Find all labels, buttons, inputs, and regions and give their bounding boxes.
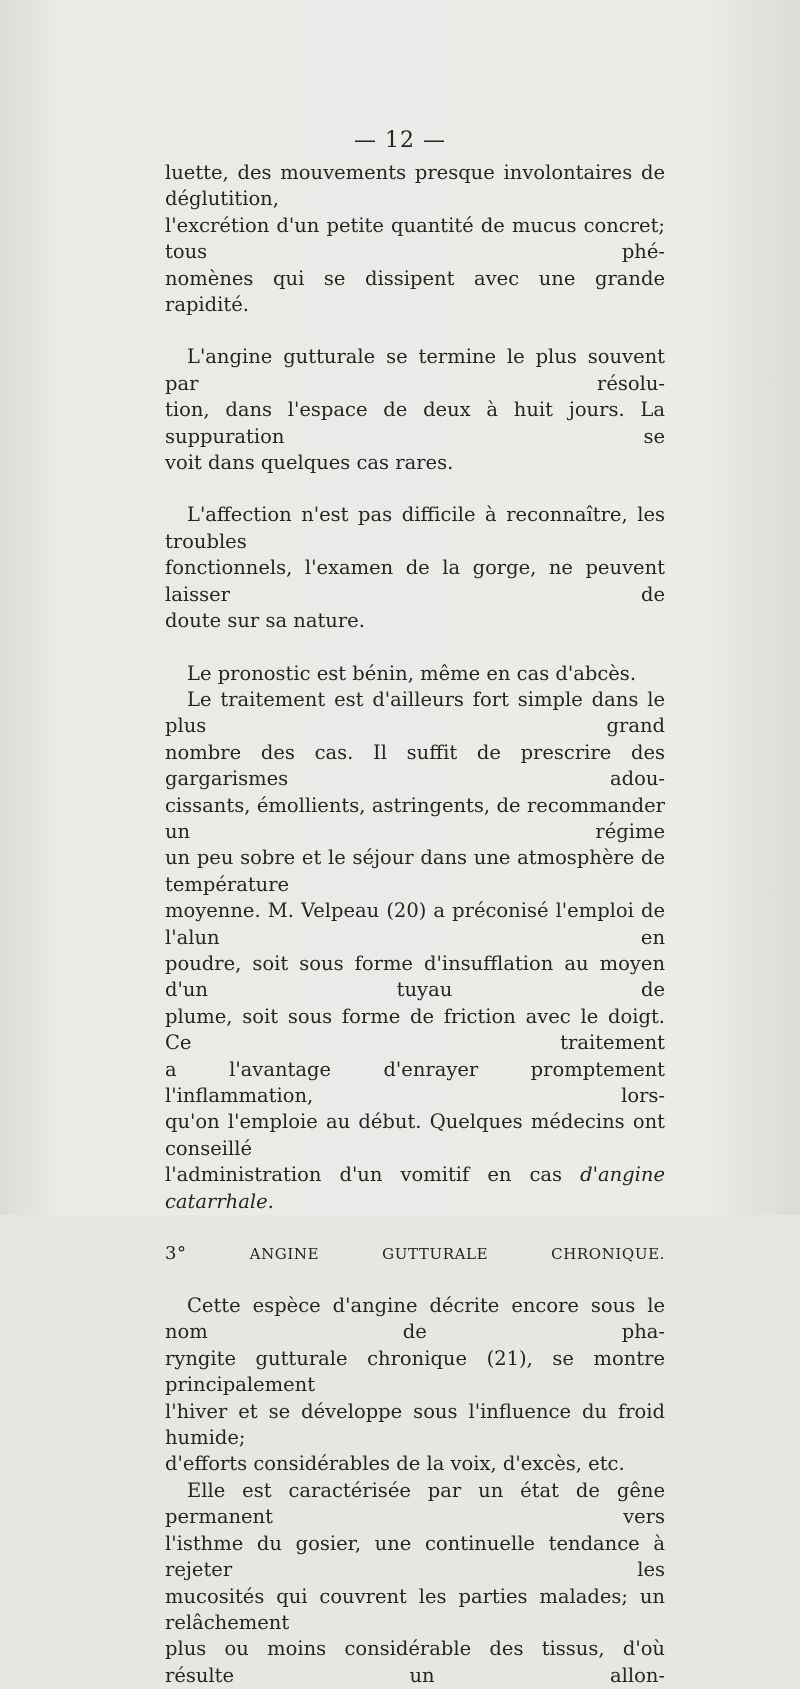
text-line: l'excrétion d'un petite quantité de mucus concret; tous phé- [165,213,665,264]
paragraph-4 [165,661,665,687]
paragraph-5 [165,687,665,1215]
text-line: L'affection n'est pas difficile à reconnaître, les troubles [165,503,665,553]
text-line: doute sur sa nature. [165,609,365,633]
text-line: fonctionnels, l'examen de la gorge, ne peuvent laisser de [165,556,665,606]
paragraph-3 [165,502,665,634]
text-line: d'efforts considérables de la voix, d'excès, etc. [165,1452,625,1476]
text-line: luette, des mouvements presque involontaires de déglutition, [165,161,665,211]
text-line: tion, dans l'espace de deux à huit jours. La suppuration se [165,398,665,448]
paragraph-7 [165,1478,665,1689]
text-line: L'angine gutturale se termine le plus souvent par résolu- [165,345,665,395]
body-text [165,160,665,1689]
page-number: — 12 — [354,128,446,153]
section-heading [165,1241,665,1267]
paragraph-1 [165,160,665,318]
italic-term: d'angine catarrhale. [165,1163,665,1213]
text-line: nomènes qui se dissipent avec une grande rapidité. [165,266,665,317]
text-line: Elle est caractérisée par un état de gêne permanent vers [165,1478,665,1529]
text-line: poudre, soit sous forme d'insufflation au moyen d'un tuyau de [165,951,665,1002]
text-line: a l'avantage d'enrayer promptement l'inflammation, lors- [165,1057,665,1107]
text-line: Le pronostic est bénin, même en cas d'abcès. [187,661,637,685]
paragraph-2 [165,344,665,476]
text-line: qu'on l'emploie au début. Quelques médecins ont conseillé [165,1110,665,1160]
text-line: voit dans quelques cas rares. [165,451,454,475]
paragraph-6 [165,1293,665,1478]
text-line: cissants, émollients, astringents, de recommander un régime [165,793,665,843]
section-number: 3° [165,1243,187,1265]
text-line: moyenne. M. Velpeau (20) a préconisé l'emploi de l'alun en [165,899,665,949]
text-line: ryngite gutturale chronique (21), se montre principalement [165,1346,665,1397]
text-line: l'hiver et se développe sous l'influence du froid humide; [165,1399,665,1450]
text-line: un peu sobre et le séjour dans une atmosphère de température [165,846,665,896]
text-line: plus ou moins considérable des tissus, d'où résulte un allon- [165,1637,665,1687]
text-line: nombre des cas. Il suffit de prescrire des gargarismes adou- [165,740,665,791]
text-line: l'isthme du gosier, une continuelle tendance à rejeter les [165,1531,665,1582]
text-line: Le traitement est d'ailleurs fort simple dans le plus grand [165,687,665,738]
text-line [165,1162,665,1215]
section-title: ANGINE GUTTURALE CHRONIQUE. [249,1245,665,1264]
text-line: mucosités qui couvrent les parties malades; un relâchement [165,1584,665,1634]
text-run: l'administration d'un vomitif en cas [165,1163,581,1187]
text-line: plume, soit sous forme de friction avec le doigt. Ce traitement [165,1004,665,1055]
text-line: Cette espèce d'angine décrite encore sous le nom de pha- [165,1294,665,1344]
